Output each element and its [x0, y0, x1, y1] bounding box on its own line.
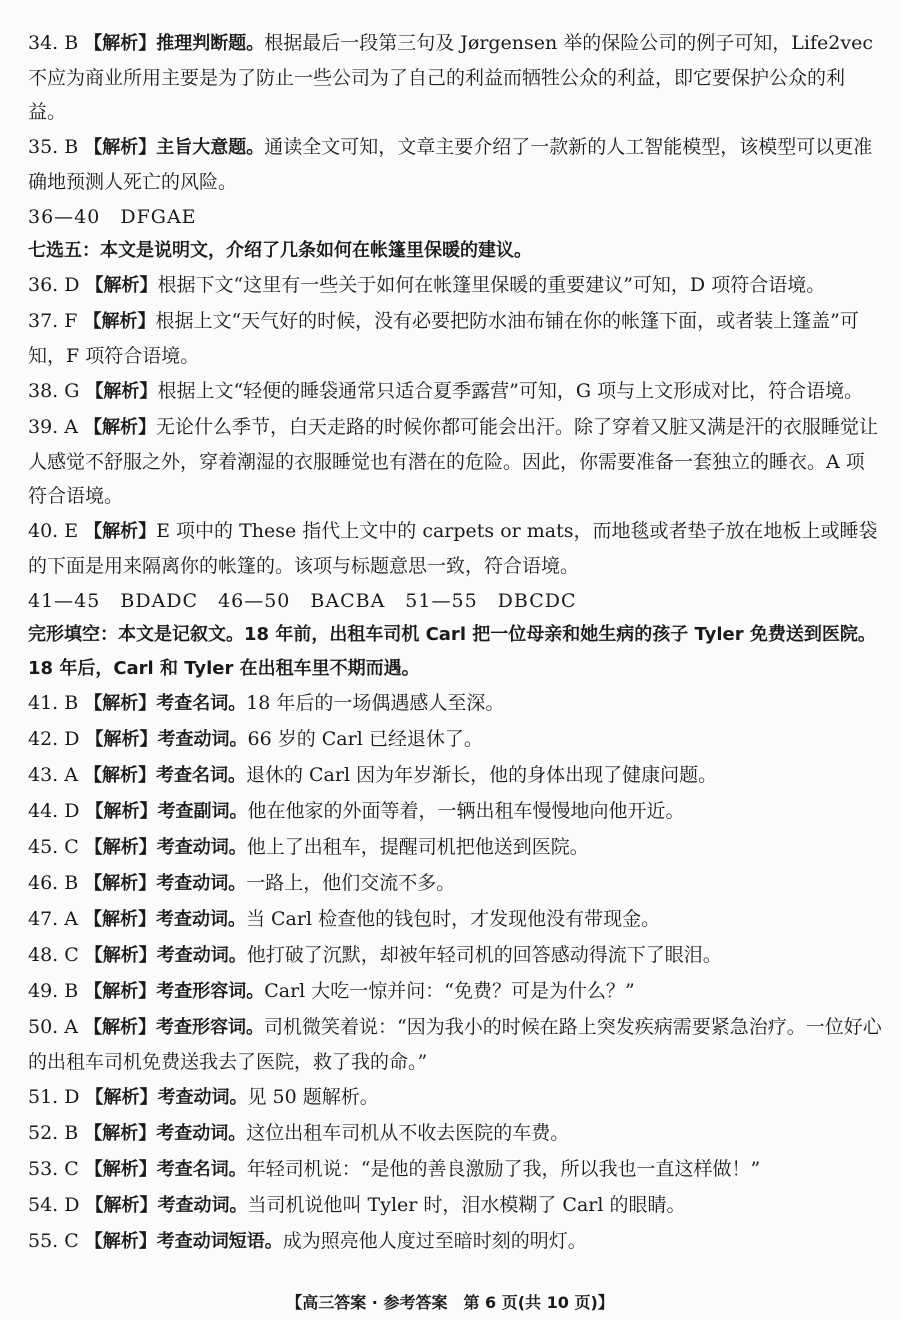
explanation-text: 这位出租车司机从不收去医院的车费。	[246, 1122, 570, 1144]
answer-entry	[28, 1080, 882, 1115]
analysis-tag: 【解析】	[84, 837, 157, 858]
explanation-text: 他上了出租车，提醒司机把他送到医院。	[246, 836, 589, 858]
explanation-text: 18 年后的一场偶遇感人至深。	[246, 692, 505, 714]
answer-entry	[28, 374, 882, 409]
question-number: 54. D	[28, 1194, 80, 1216]
answer-entry	[28, 1116, 882, 1151]
question-number: 46. B	[28, 872, 79, 894]
question-number: 47. A	[28, 908, 78, 930]
answer-entry	[28, 304, 882, 373]
explanation-text: 退休的 Carl 因为年岁渐长，他的身体出现了健康问题。	[245, 764, 718, 786]
question-type: 推理判断题。	[156, 33, 265, 54]
analysis-tag: 【解析】	[84, 521, 157, 542]
question-type: 考查动词。	[155, 909, 246, 930]
analysis-tag: 【解析】	[84, 693, 157, 714]
answer-entry	[28, 938, 882, 973]
answer-key-line: 36—40 DFGAE	[28, 206, 197, 228]
analysis-tag: 【解析】	[83, 765, 156, 786]
explanation-text: 根据上文“轻便的睡袋通常只适合夏季露营”可知，G 项与上文形成对比，符合语境。	[157, 380, 864, 402]
question-number: 36. D	[28, 274, 80, 296]
question-number: 53. C	[28, 1158, 79, 1180]
question-type: 考查形容词。	[156, 981, 265, 1002]
answer-entry	[28, 830, 882, 865]
question-number: 51. D	[28, 1086, 80, 1108]
explanation-text: 66 岁的 Carl 已经退休了。	[247, 728, 483, 750]
question-number: 41. B	[28, 692, 79, 714]
question-type: 考查形容词。	[155, 1017, 264, 1038]
question-number: 37. F	[28, 310, 78, 332]
answer-entry	[28, 758, 882, 793]
question-type: 考查名词。	[155, 765, 246, 786]
analysis-tag: 【解析】	[85, 381, 158, 402]
question-type: 考查名词。	[156, 693, 247, 714]
explanation-text: Carl 大吃一惊并问：“免费？可是为什么？”	[264, 980, 635, 1002]
answer-entry	[28, 130, 882, 199]
answer-entry	[28, 26, 882, 129]
analysis-tag: 【解析】	[84, 873, 157, 894]
analysis-tag: 【解析】	[83, 909, 156, 930]
answer-entry	[28, 1188, 882, 1223]
question-number: 50. A	[28, 1016, 78, 1038]
question-number: 45. C	[28, 836, 79, 858]
answer-entry	[28, 686, 882, 721]
question-number: 35. B	[28, 136, 79, 158]
analysis-tag: 【解析】	[84, 33, 157, 54]
question-type: 考查动词。	[156, 1123, 247, 1144]
explanation-text: 一路上，他们交流不多。	[246, 872, 456, 894]
question-type: 考查动词。	[157, 729, 248, 750]
analysis-tag: 【解析】	[83, 1017, 156, 1038]
question-number: 52. B	[28, 1122, 79, 1144]
analysis-tag: 【解析】	[84, 1231, 157, 1252]
question-type: 考查动词。	[157, 1087, 248, 1108]
answer-entry	[28, 1152, 882, 1187]
question-number: 49. B	[28, 980, 79, 1002]
explanation-text: 根据最后一段第三句及 Jørgensen 举的保险公司的例子可知，Life2vec 不应为商业所用主要是为了防止一些公司为了自己的利益而牺牲公众的利益，即它要保护公众的利益。	[28, 32, 873, 123]
section-summary: 完形填空：本文是记叙文。18 年前，出租车司机 Carl 把一位母亲和她生病的孩子 Tyler 免费送到医院。18 年后，Carl 和 Tyler 在出租车里不期而遇。	[28, 624, 876, 679]
question-type: 考查动词。	[156, 837, 247, 858]
explanation-text: 当 Carl 检查他的钱包时，才发现他没有带现金。	[245, 908, 661, 930]
answer-entry	[28, 974, 882, 1009]
explanation-text: 年轻司机说：“是他的善良激励了我，所以我也一直这样做！”	[246, 1158, 761, 1180]
explanation-text: 他在他家的外面等着，一辆出租车慢慢地向他开近。	[247, 800, 685, 822]
question-number: 39. A	[28, 416, 78, 438]
question-type: 主旨大意题。	[156, 137, 265, 158]
answer-entry	[28, 902, 882, 937]
question-number: 48. C	[28, 944, 79, 966]
question-number: 42. D	[28, 728, 80, 750]
answer-entry	[28, 514, 882, 583]
analysis-tag: 【解析】	[83, 417, 156, 438]
answer-entry	[28, 410, 882, 513]
explanation-text: 他打破了沉默，却被年轻司机的回答感动得流下了眼泪。	[246, 944, 722, 966]
analysis-tag: 【解析】	[84, 1159, 157, 1180]
analysis-tag: 【解析】	[85, 801, 158, 822]
analysis-tag: 【解析】	[84, 137, 157, 158]
explanation-text: 见 50 题解析。	[247, 1086, 379, 1108]
explanation-text: E 项中的 These 指代上文中的 carpets or mats，而地毯或者垫子放在地板上或睡袋的下面是用来隔离你的帐篷的。该项与标题意思一致，符合语境。	[28, 520, 878, 577]
answer-entry	[28, 268, 882, 303]
explanation-text: 无论什么季节，白天走路的时候你都可能会出汗。除了穿着又脏又满是汗的衣服睡觉让人感觉不舒服之外，穿着潮湿的衣服睡觉也有潜在的危险。因此，你需要准备一套独立的睡衣。A 项符合语境。	[28, 416, 878, 507]
page-footer: 【高三答案 · 参考答案 第 6 页(共 10 页)】	[286, 1293, 614, 1312]
question-type: 考查动词。	[156, 945, 247, 966]
explanation-text: 通读全文可知，文章主要介绍了一款新的人工智能模型，该模型可以更准确地预测人死亡的风险。	[28, 136, 873, 193]
question-type: 考查动词。	[157, 1195, 248, 1216]
answer-entry	[28, 1224, 882, 1259]
explanation-text: 根据下文“这里有一些关于如何在帐篷里保暖的重要建议”可知，D 项符合语境。	[157, 274, 826, 296]
explanation-text: 司机微笑着说：“因为我小的时候在路上突发疾病需要紧急治疗。一位好心的出租车司机免费送我去了医院，救了我的命。”	[28, 1016, 882, 1073]
explanation-text: 根据上文“天气好的时候，没有必要把防水油布铺在你的帐篷下面，或者装上篷盖”可知，F 项符合语境。	[28, 310, 859, 367]
analysis-tag: 【解析】	[85, 275, 158, 296]
explanation-text: 成为照亮他人度过至暗时刻的明灯。	[282, 1230, 587, 1252]
analysis-tag: 【解析】	[84, 945, 157, 966]
answer-entry	[28, 794, 882, 829]
answer-key-line: 41—45 BDADC 46—50 BACBA 51—55 DBCDC	[28, 590, 577, 612]
answer-entry	[28, 722, 882, 757]
question-type: 考查副词。	[157, 801, 248, 822]
question-number: 43. A	[28, 764, 78, 786]
analysis-tag: 【解析】	[85, 1087, 158, 1108]
section-summary: 七选五：本文是说明文，介绍了几条如何在帐篷里保暖的建议。	[28, 240, 532, 261]
question-number: 38. G	[28, 380, 80, 402]
analysis-tag: 【解析】	[85, 1195, 158, 1216]
analysis-tag: 【解析】	[85, 729, 158, 750]
explanation-text: 当司机说他叫 Tyler 时，泪水模糊了 Carl 的眼睛。	[247, 1194, 686, 1216]
answer-entry	[28, 1010, 882, 1079]
question-type: 考查名词。	[156, 1159, 247, 1180]
analysis-tag: 【解析】	[84, 981, 157, 1002]
analysis-tag: 【解析】	[83, 311, 156, 332]
answer-entry	[28, 866, 882, 901]
question-number: 40. E	[28, 520, 79, 542]
answer-list	[28, 26, 882, 1259]
question-type: 考查动词。	[156, 873, 247, 894]
question-number: 55. C	[28, 1230, 79, 1252]
question-number: 34. B	[28, 32, 79, 54]
question-number: 44. D	[28, 800, 80, 822]
question-type: 考查动词短语。	[156, 1231, 283, 1252]
analysis-tag: 【解析】	[84, 1123, 157, 1144]
